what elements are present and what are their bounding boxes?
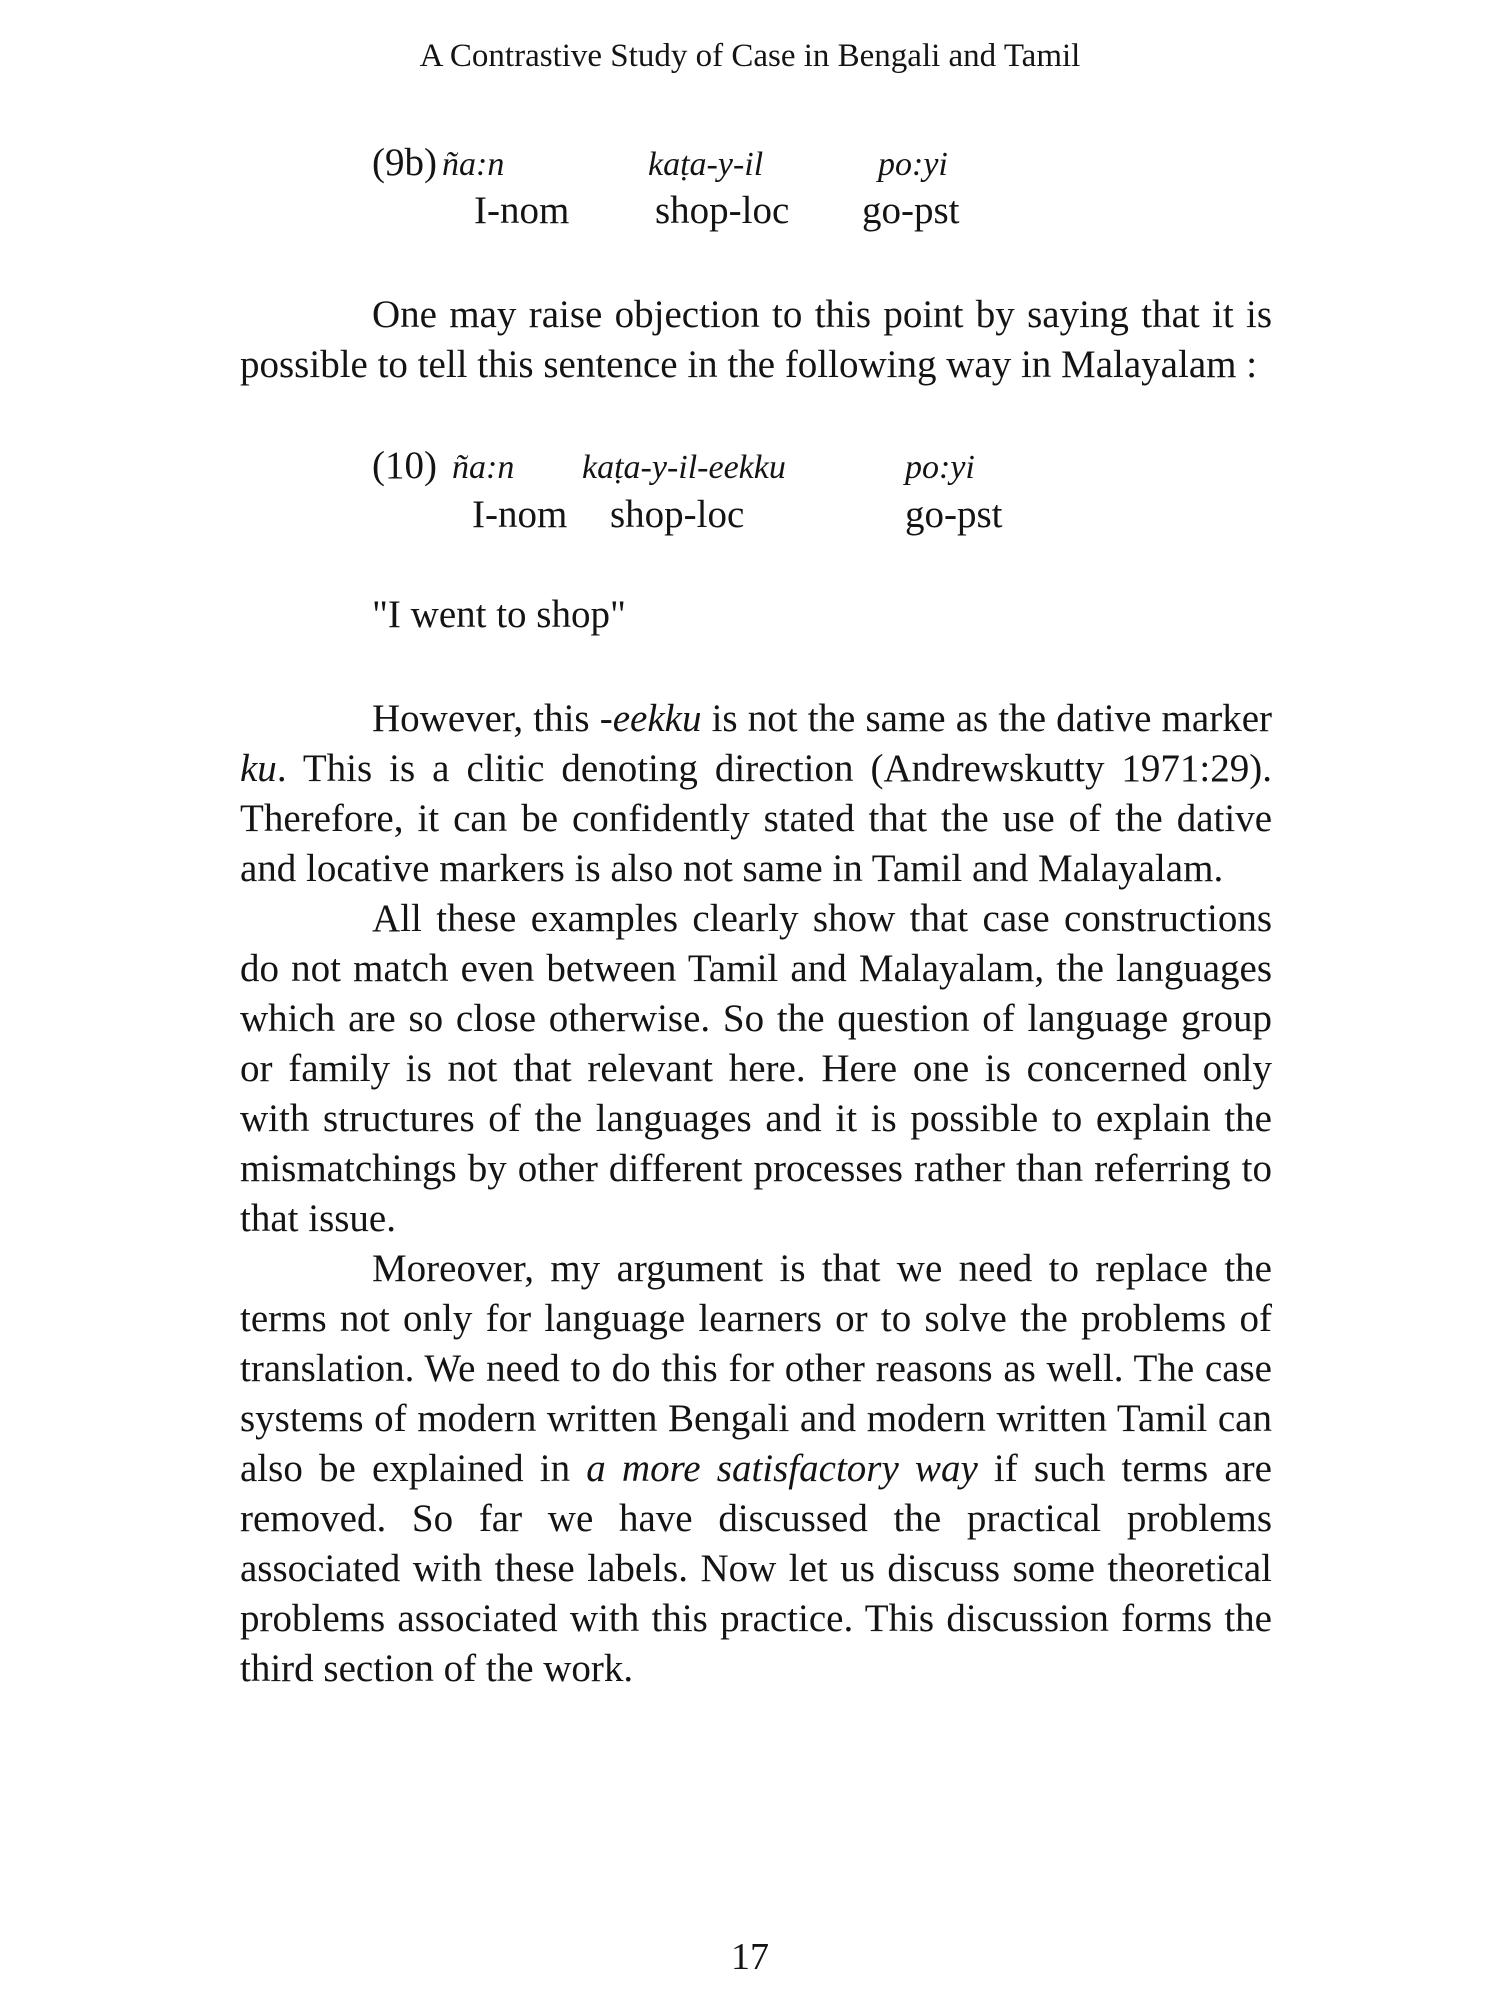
example-10-number: (10) <box>372 444 437 487</box>
example-9b-gloss-2: shop-loc <box>655 189 790 232</box>
paragraph-1 <box>240 290 1272 390</box>
paragraph-1-text: One may raise objection to this point by saying that it is possible to tell this sentence in the following way in Malayalam : <box>240 293 1272 386</box>
example-9b-word-1: ña:n <box>442 146 505 183</box>
example-9b-gloss-1: I-nom <box>474 189 570 232</box>
clitic-eekku: -eekku <box>599 697 702 740</box>
example-10-gloss-2: shop-loc <box>610 493 745 536</box>
example-9b-gloss-3: go-pst <box>862 189 960 232</box>
example-9b-number: (9b) <box>372 141 437 184</box>
example-10-word-2: kaṭa-y-il-eekku <box>582 449 786 486</box>
paragraph-3: All these examples clearly show that case constructions do not match even between Tamil and Malayalam, the languages which are so close otherwise. So the question of language group or family is not that relevant here. Here one is concerned only with structures of the languages and it is possible to explain the mismatchings by other different processes rather than referring to that issue. <box>240 897 1272 1240</box>
example-9b-word-2: kaṭa-y-il <box>648 146 764 183</box>
paragraph-2: However, this -eekku is not the same as the dative marker ku. This is a clitic denoting direction (Andrewskutty 1971:29). Therefore, it can be confidently stated that the use of the dative and locative markers is also not same in Tamil and Malayalam. <box>240 697 1272 890</box>
body-text <box>240 694 1272 1694</box>
example-10-word-3: po:yi <box>905 449 975 486</box>
page-number: 17 <box>731 1936 769 1978</box>
marker-ku: ku <box>240 747 277 790</box>
paragraph-4: Moreover, my argument is that we need to replace the terms not only for language learners or to solve the problems of translation. We need to do this for other reasons as well. The case systems of modern written Bengali and modern written Tamil can also be explained in a more satisfactory way if such terms are removed. So far we have discussed the practical problems associated with these labels. Now let us discuss some theoretical problems associated with this practice. This discussion forms the third section of the work. <box>240 1247 1272 1690</box>
example-10-gloss-1: I-nom <box>472 493 568 536</box>
emphasis-satisfactory-way: a more satisfactory way <box>586 1447 978 1490</box>
example-9b-word-3: po:yi <box>878 146 948 183</box>
running-header: A Contrastive Study of Case in Bengali and Tamil <box>419 38 1081 74</box>
example-10-translation: "I went to shop" <box>372 593 626 636</box>
example-10-gloss-3: go-pst <box>905 493 1003 536</box>
example-10-word-1: ña:n <box>452 449 515 486</box>
